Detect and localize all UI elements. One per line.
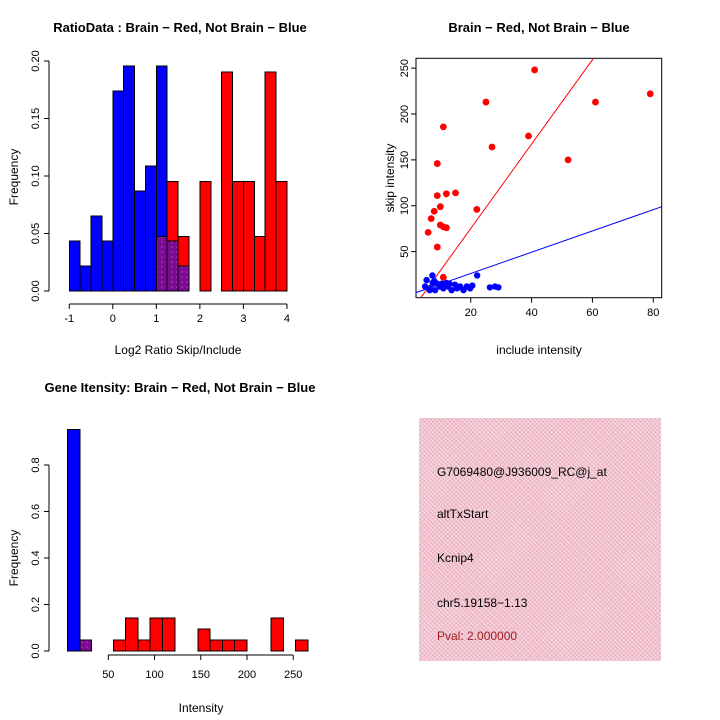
y-axis-tick-label: 0.10 [30,165,42,187]
brain-point [440,123,447,130]
histogram-bar-red [210,640,222,651]
histogram-bar-blue [68,430,80,651]
brain-point [434,192,441,199]
x-axis-tick-label: 50 [102,669,115,681]
x-axis-tick-label: 150 [191,669,210,681]
x-axis-tick-label: 40 [525,307,538,319]
histogram-bar-blue [113,91,124,291]
histogram-bar-red [276,182,287,291]
y-axis-tick-label: 100 [399,196,411,215]
scatter-x-axis-label: include intensity [496,343,582,357]
intensity-scatter-plot [360,0,720,360]
histogram-bar-blue [91,216,102,291]
pval-text: Pval: 2.000000 [437,629,518,643]
x-axis-tick-label: 200 [237,669,257,681]
x-axis-tick-label: 2 [196,313,203,325]
brain-point [443,224,450,231]
scatter-title: Brain − Red, Not Brain − Blue [448,20,630,35]
brain-point [489,144,496,151]
ratio-histogram-title: RatioData : Brain − Red, Not Brain − Blue [53,20,307,35]
x-axis-tick-label: 80 [647,307,660,319]
brain-point [592,99,599,106]
histogram-bar-red [265,72,276,291]
not-brain-point [469,282,475,288]
y-axis-tick-label: 0.4 [30,550,42,566]
y-axis-tick-label: 0.20 [30,50,42,72]
histogram-bar-blue [102,241,113,291]
probe-id-text: G7069480@J936009_RC@j_at [437,465,607,479]
x-axis-tick-label: 20 [464,307,477,319]
histogram-bar-purple [80,640,92,651]
x-axis-tick-label: 250 [284,669,303,681]
scatter-y-axis-label: skip intensity [383,143,397,213]
brain-point [647,90,654,97]
gene-histogram-title: Gene Itensity: Brain − Red, Not Brain − Blue [44,380,316,395]
histogram-bar-red [150,618,162,651]
gene-intensity-histogram-plot [0,360,360,720]
ratio-histogram-plot [0,0,360,360]
histogram-bar-red [222,640,234,651]
x-axis-tick-label: 3 [240,313,247,325]
histogram-bar-red [126,618,138,651]
not-brain-point [423,277,429,283]
histogram-bar-red [163,618,175,651]
histogram-bar-red [296,640,308,651]
brain-point [483,99,490,106]
not-brain-point [474,272,480,278]
brain-point [434,160,441,167]
x-axis-tick-label: 100 [145,669,164,681]
brain-point [531,67,538,74]
histogram-bar-blue [145,166,156,291]
brain-point [565,156,572,163]
y-axis-tick-label: 0.2 [30,596,42,613]
brain-point [473,206,480,213]
gene-histogram-y-axis-label: Frequency [7,529,21,587]
y-axis-tick-label: 0.6 [30,503,42,520]
not-brain-fit-line [416,207,662,293]
brain-point [425,229,432,236]
histogram-bar-blue [69,241,80,291]
x-axis-tick-label: 4 [283,313,291,325]
histogram-bar-red [254,236,265,291]
x-axis-tick-label: 0 [109,313,116,325]
y-axis-tick-label: 0.0 [30,643,42,659]
y-axis-tick-label: 150 [399,150,411,170]
y-axis-tick-label: 50 [399,245,411,258]
brain-point [440,274,447,281]
gene-symbol-text: Kcnip4 [437,551,474,565]
histogram-bar-overlap [178,266,189,291]
histogram-bar-blue [80,266,91,291]
x-axis-tick-label: 60 [586,307,599,319]
y-axis-tick-label: 0.00 [30,280,42,302]
brain-point [434,244,441,251]
brain-point [443,190,450,197]
histogram-bar-blue [135,191,146,291]
histogram-bar-red [235,640,247,651]
brain-point [437,203,444,210]
x-axis-tick-label: -1 [64,313,75,325]
ratio-histogram-y-axis-label: Frequency [7,148,21,206]
gene-histogram-x-axis-label: Intensity [178,701,224,715]
brain-point [452,190,459,197]
not-brain-point [495,284,501,290]
y-axis-tick-label: 200 [399,104,411,124]
plot-box [416,58,662,297]
histogram-bar-red [271,618,283,651]
x-axis-tick-label: 1 [153,313,160,325]
histogram-bar-overlap [167,241,178,291]
not-brain-point [448,287,454,293]
histogram-bar-red [243,182,254,291]
brain-point [525,133,532,140]
histogram-bar-red [113,640,125,651]
ratio-histogram-x-axis-label: Log2 Ratio Skip/Include [114,343,242,357]
brain-point [431,208,438,215]
not-brain-point [429,272,435,278]
y-axis-tick-label: 0.15 [30,107,42,130]
histogram-bar-red [138,640,150,651]
histogram-bar-red [198,629,210,651]
histogram-bar-overlap [156,236,167,291]
histogram-bar-blue [124,66,135,291]
histogram-bar-red [222,72,233,291]
y-axis-tick-label: 0.05 [30,222,42,245]
histogram-bar-red [200,182,211,291]
gene-info-box [419,418,661,661]
histogram-bar-red [233,182,244,291]
not-brain-point [446,281,452,287]
event-type-text: altTxStart [437,507,489,521]
brain-point [428,215,435,222]
y-axis-tick-label: 0.8 [30,457,42,473]
brain-fit-line [421,58,594,298]
y-axis-tick-label: 250 [399,58,411,78]
locus-text: chr5.19158−1.13 [437,596,528,610]
